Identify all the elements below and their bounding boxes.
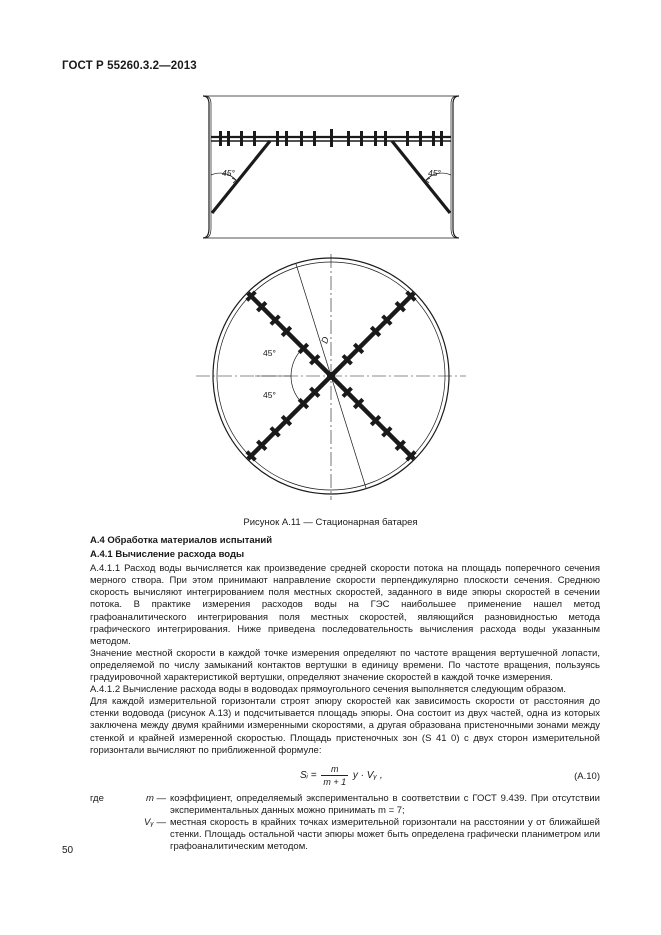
paragraph-4: Для каждой измерительной горизонтали строят эпюру скоростей как зависимость скорости от расстояния до стенки водовода (рисунок А.13) и подсчитывается площадь эпюры. Она состоит из двух частей, одна из которых заключена между двумя крайними измеренными скоростями, а другая образована пристеночными зонами между стенкой и крайней измеренной скоростью. Площадь пристеночных зон (S 41 0) с двух сторон измерительной горизонтали вычисляют по приближенной формуле: xyxy=(90,696,600,756)
body-text xyxy=(90,535,600,853)
formula-lhs: Sᵢ = xyxy=(300,769,317,781)
definition-label xyxy=(90,817,138,853)
definition-symbol: m — xyxy=(145,792,166,804)
paragraph-1: А.4.1.1 Расход воды вычисляется как произведение средней скорости потока на площадь поперечного сечения мерного створа. При этом принимают направление скорости перпендикулярно плоскости сечения. Среднюю скорость вычисляют интегрированием поля местных скоростей, заданного в виде эпюры скоростей в сечении потока. В практике измерения расходов воды на ГЭС наибольшее применение нашел метод графоаналитического интегрирования поля местных скоростей, являющийся разновидностью метода графического интегрирования. Ниже приведена последовательность вычисления расхода воды указанным методом. xyxy=(90,563,600,647)
section-a41-title: А.4.1 Вычисление расхода воды xyxy=(90,549,245,561)
angle-label-lower: 45° xyxy=(263,390,276,400)
formula-a10 xyxy=(90,759,600,789)
diameter-label: D xyxy=(319,335,331,345)
page-number: 50 xyxy=(62,845,74,856)
formula-number: (А.10) xyxy=(574,770,600,782)
definition-text: местная скорость в крайних точках измерительной горизонтали на расстоянии y от ближайшей стенки. Площадь остальной части эпюры может быть определена графически планиметром или графоаналитическим методом. xyxy=(170,816,600,853)
definition-m xyxy=(90,793,600,817)
definition-label: где xyxy=(90,792,104,804)
angle-label-upper: 45° xyxy=(263,348,276,358)
document-header: ГОСТ Р 55260.3.2—2013 xyxy=(62,60,197,72)
section-a4-title: А.4 Обработка материалов испытаний xyxy=(90,535,273,546)
figure-caption: Рисунок А.11 — Стационарная батарея xyxy=(243,517,418,528)
formula-numerator: m xyxy=(321,763,348,776)
definition-vy xyxy=(90,817,600,853)
definition-text: коэффициент, определяемый экспериментально в соответствии с ГОСТ 9.439. При отсутствии экспериментальных данных можно принимать m = 7; xyxy=(170,792,600,816)
formula-rhs: y · Vᵧ , xyxy=(352,769,383,781)
formula-expression xyxy=(300,763,383,788)
angle-label-left: 45° xyxy=(222,168,235,178)
formula-fraction xyxy=(321,763,348,788)
angle-label-right: 45° xyxy=(428,168,441,178)
definitions-list xyxy=(90,793,600,853)
formula-denominator: m + 1 xyxy=(323,776,347,787)
side-view-drawing xyxy=(203,96,459,238)
definition-symbol: Vᵧ — xyxy=(144,816,166,828)
paragraph-3: А.4.1.2 Вычисление расхода воды в водоводах прямоугольного сечения выполняется следующим образом. xyxy=(90,684,566,696)
paragraph-2: Значение местной скорости в каждой точке измерения определяют по частоте вращения вертушечной лопасти, определяемой по числу замыканий контактов вертушки в единицу времени. По частоте вращения, пользуясь градуировочной характеристикой вертушки, определяют значение скоростей в каждой точке измерения. xyxy=(90,647,600,684)
